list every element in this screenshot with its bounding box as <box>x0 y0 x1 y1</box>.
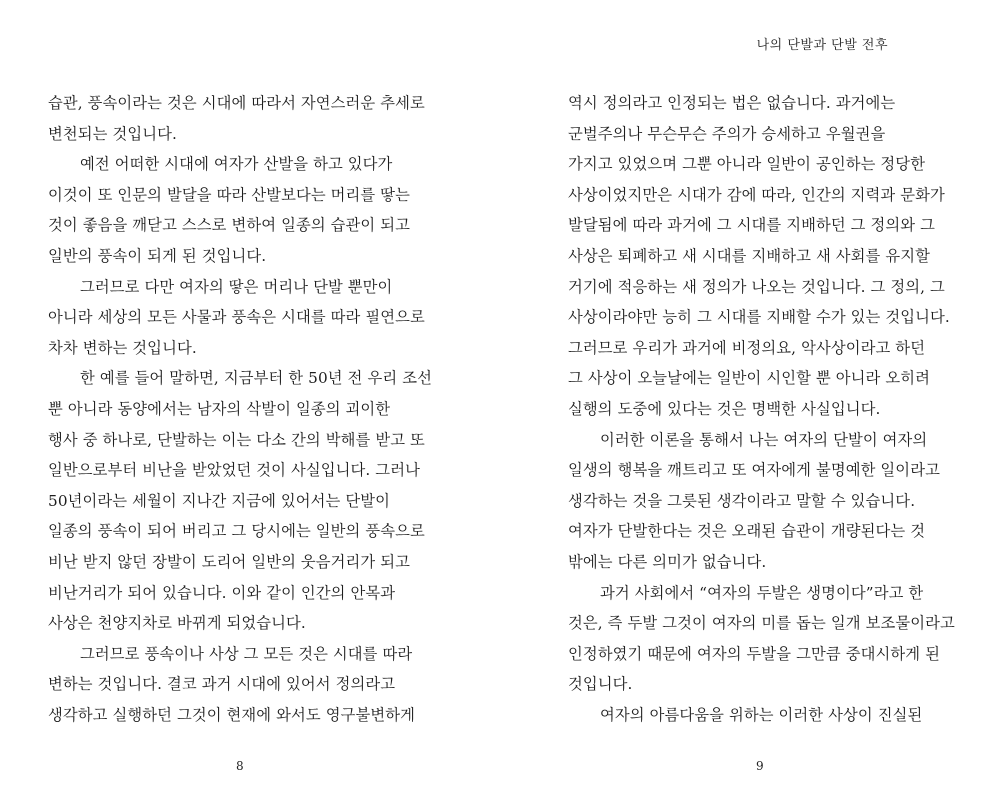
text-line: 사상이라야만 능히 그 시대를 지배할 수가 있는 것입니다. <box>568 308 950 327</box>
text-line: 여자의 아름다움을 위하는 이러한 사상이 진실된 <box>600 705 923 724</box>
text-line: 아니라 세상의 모든 사물과 풍속은 시대를 따라 필연으로 <box>48 308 425 327</box>
text-line: 그러므로 풍속이나 사상 그 모든 것은 시대를 따라 <box>80 644 413 663</box>
text-line: 인정하였기 때문에 여자의 두발을 그만큼 중대시하게 된 <box>568 644 940 663</box>
text-line: 사상은 퇴폐하고 새 시대를 지배하고 새 사회를 유지할 <box>568 246 931 265</box>
text-line: 차차 변하는 것입니다. <box>48 338 197 357</box>
text-line: 일반의 풍속이 되게 된 것입니다. <box>48 246 267 265</box>
text-line: 것이 좋음을 깨닫고 스스로 변하여 일종의 습관이 되고 <box>48 216 411 235</box>
text-line: 거기에 적응하는 새 정의가 나오는 것입니다. 그 정의, 그 <box>568 277 945 296</box>
left-page-number: 8 <box>236 759 244 773</box>
text-line: 습관, 풍속이라는 것은 시대에 따라서 자연스러운 추세로 <box>48 94 425 112</box>
text-line: 것입니다. <box>568 675 633 694</box>
text-line: 이러한 이론을 통해서 나는 여자의 단발이 여자의 <box>600 430 928 449</box>
text-line: 밖에는 다른 의미가 없습니다. <box>568 552 767 571</box>
text-line: 50년이라는 세월이 지나간 지금에 있어서는 단발이 <box>48 491 391 510</box>
text-line: 그 사상이 오늘날에는 일반이 시인할 뿐 아니라 오히려 <box>568 369 931 388</box>
right-page-body <box>568 88 960 730</box>
text-line: 이것이 또 인문의 발달을 따라 산발보다는 머리를 땋는 <box>48 185 411 204</box>
text-line: 뿐 아니라 동양에서는 남자의 삭발이 일종의 괴이한 <box>48 399 391 418</box>
right-page-number: 9 <box>756 759 764 773</box>
text-line: 일반으로부터 비난을 받았었던 것이 사실입니다. 그러나 <box>48 461 420 480</box>
text-line: 일종의 풍속이 되어 버리고 그 당시에는 일반의 풍속으로 <box>48 522 425 541</box>
text-line: 그러므로 우리가 과거에 비정의요, 악사상이라고 하던 <box>568 338 926 357</box>
left-page-body <box>48 88 440 730</box>
text-line: 사상이었지만은 시대가 감에 따라, 인간의 지력과 문화가 <box>568 185 945 204</box>
text-line: 생각하고 실행하던 그것이 현재에 와서도 영구불변하게 <box>48 705 415 724</box>
text-line: 것은, 즉 두발 그것이 여자의 미를 돕는 일개 보조물이라고 <box>568 614 955 633</box>
right-page <box>500 0 1000 809</box>
text-line: 과거 사회에서 “여자의 두발은 생명이다”라고 한 <box>600 583 924 602</box>
text-line: 생각하는 것을 그릇된 생각이라고 말할 수 있습니다. <box>568 491 916 510</box>
text-line: 여자가 단발한다는 것은 오래된 습관이 개량된다는 것 <box>568 522 926 541</box>
text-line: 그러므로 다만 여자의 땋은 머리나 단발 뿐만이 <box>80 277 393 296</box>
text-line: 한 예를 들어 말하면, 지금부터 한 50년 전 우리 조선 <box>80 369 432 388</box>
text-line: 변하는 것입니다. 결코 과거 시대에 있어서 정의라고 <box>48 675 396 694</box>
text-line: 비난 받지 않던 장발이 도리어 일반의 웃음거리가 되고 <box>48 552 411 571</box>
text-line: 발달됨에 따라 과거에 그 시대를 지배하던 그 정의와 그 <box>568 216 935 235</box>
text-line: 변천되는 것입니다. <box>48 124 177 143</box>
text-line: 사상은 천양지차로 바뀌게 되었습니다. <box>48 614 306 633</box>
text-line: 비난거리가 되어 있습니다. 이와 같이 인간의 안목과 <box>48 583 396 602</box>
text-line: 행사 중 하나로, 단발하는 이는 다소 간의 박해를 받고 또 <box>48 430 425 449</box>
text-line: 가지고 있었으며 그뿐 아니라 일반이 공인하는 정당한 <box>568 155 926 174</box>
running-header: 나의 단발과 단발 전후 <box>756 38 888 53</box>
text-line: 예전 어떠한 시대에 여자가 산발을 하고 있다가 <box>80 155 393 174</box>
text-line: 역시 정의라고 인정되는 법은 없습니다. 과거에는 <box>568 94 896 112</box>
text-line: 일생의 행복을 깨트리고 또 여자에게 불명예한 일이라고 <box>568 461 940 480</box>
text-line: 실행의 도중에 있다는 것은 명백한 사실입니다. <box>568 399 881 418</box>
text-line: 군벌주의나 무슨무슨 주의가 승세하고 우월권을 <box>568 124 886 143</box>
